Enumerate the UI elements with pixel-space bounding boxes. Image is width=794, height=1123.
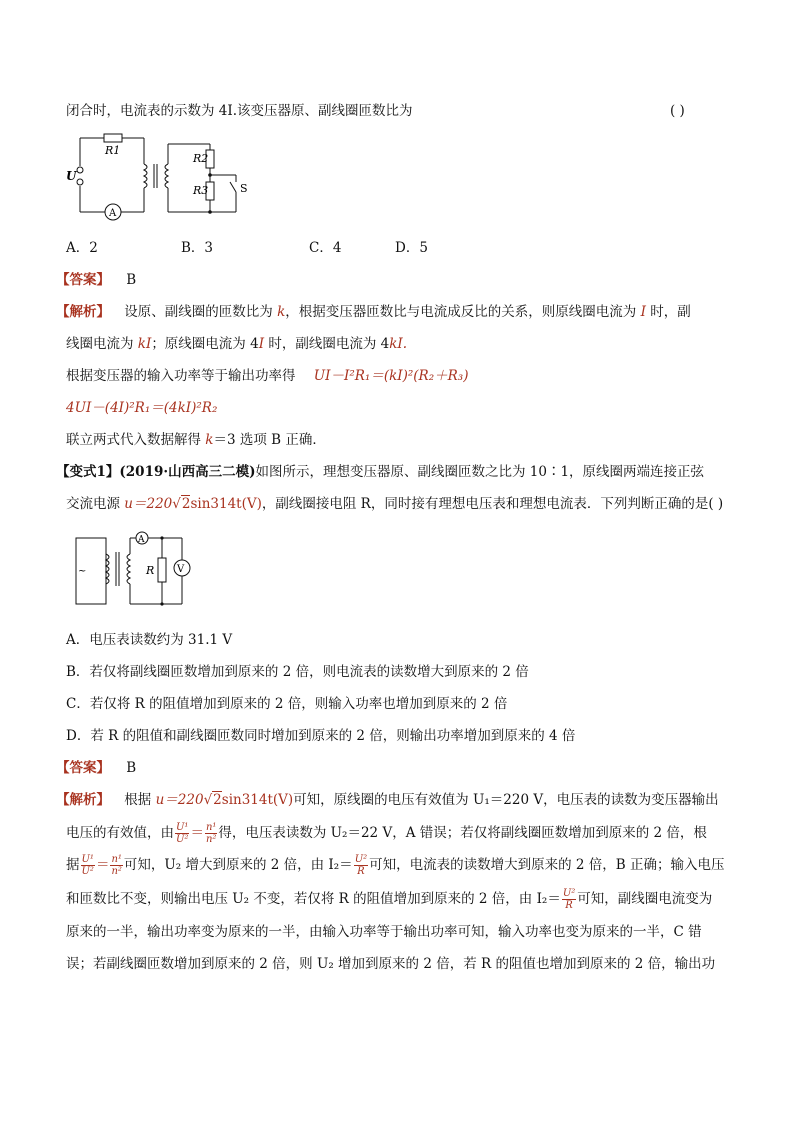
q2-option-a: A．电压表读数约为 31.1 V [66,632,233,648]
text: 根据 [124,792,156,808]
q2-analysis-line-1: 【解析】 根据 u＝220√2sin314t(V)可知，原线圈的电压有效值为 U₁＝220 V，电压表的读数为变压器输出 [56,792,719,808]
fraction [205,822,217,845]
q2-option-c: C．若仅将 R 的阻值增加到原来的 2 倍，则输入功率也增加到原来的 2 倍 [66,696,508,712]
text: n¹ [111,854,122,865]
text: k [277,304,286,320]
q1-analysis-line-3 [66,366,726,386]
q1-answer [56,270,716,290]
text: kI [137,336,152,352]
text: ，根据变压器匝数比与电流成反比的关系，则原线圈电流为 [285,304,641,320]
text: u＝220 [124,496,173,512]
q2-source: (2019·山西高三二模) [119,464,256,480]
text: 时，副线圈电流为 4 [264,336,390,352]
text: 如图所示，理想变压器原、副线圈匝数之比为 10∶1，原线圈两端连接正弦 [255,464,705,480]
q2-label-r: R [146,564,155,577]
text: kI. [389,336,408,352]
q1-circuit-diagram [64,130,254,230]
text: I [258,336,265,352]
q2-voltmeter-icon: V [177,564,185,575]
text: 时，副 [645,304,691,320]
text: sin314t(V) [190,496,262,512]
text: 可知，原线圈的电压有效值为 U₁＝220 V，电压表的读数为变压器输出 [293,792,719,808]
q1-equation-2: 4UI－(4I)²R₁＝(4kI)²R₂ [66,400,218,416]
text: n¹ [205,822,217,833]
fraction [110,854,122,877]
q2-analysis-line-4 [66,886,726,912]
q1-analysis-line-2 [66,334,726,354]
q2-answer-tag: 【答案】 [56,760,110,776]
q1-analysis-line-1 [56,302,716,322]
text: k [205,432,214,448]
text: ，副线圈接电阻 R，同时接有理想电压表和理想电流表．下列判断正确的是( ) [261,496,724,512]
q1-stem-text: 闭合时，电流表的示数为 4I.该变压器原、副线圈匝数比为 [66,103,413,119]
q2-stem-line-2: 交流电源 u＝220√2sin314t(V)，副线圈接电阻 R，同时接有理想电压表和理想电流表．下列判断正确的是( ) [66,496,724,512]
text: 可知，U₂ 增大到原来的 2 倍，由 I₂＝ [123,857,353,873]
text: ；原线圈电流为 4 [151,336,259,352]
text: ＝ [95,857,110,873]
q2-analysis-tag: 【解析】 [56,792,110,808]
q2-analysis-line-5: 原来的一半，输出功率变为原来的一半，由输入功率等于输出功率可知，输入功率也变为原来的一半，C 错 [66,924,702,940]
q2-answer-value: B [126,760,137,776]
text: ＝3 选项 B 正确． [213,432,326,448]
q2-analysis-line-2 [66,820,726,846]
q1-label-u: U [66,169,77,183]
q1-option-c: C．4 [309,240,342,256]
text: I [640,304,646,320]
text: U² [81,866,94,877]
q1-answer-tag: 【答案】 [56,272,110,288]
q2-option-b: B．若仅将副线圈匝数增加到原来的 2 倍，则电流表的读数增大到原来的 2 倍 [66,664,529,680]
text: U² [354,854,368,865]
q1-label-s: S [240,182,248,195]
q1-label-r3: R3 [193,184,209,197]
q2-analysis-line-6: 误；若副线圈匝数增加到原来的 2 倍，则 U₂ 增加到原来的 2 倍，若 R 的阻值也增加到原来的 2 倍，输出功 [66,956,716,972]
text: 可知，电流表的读数增大到原来的 2 倍，B 正确；输入电压 [369,857,725,873]
q2-tag: 【变式1】 [56,464,120,480]
text: U¹ [176,822,189,833]
text: R [357,866,365,877]
q2-answer [56,758,716,778]
q2-analysis-line-3 [66,852,726,878]
q1-label-r1: R1 [105,144,121,157]
text: sin314t(V) [221,792,294,808]
q2-ac-source-icon: ~ [78,566,87,577]
fraction [562,888,576,911]
q1-option-d: D．5 [395,240,428,256]
text: 设原、副线圈的匝数比为 [124,304,278,320]
q1-analysis-tag: 【解析】 [56,304,110,320]
text: 2 [213,792,222,808]
text: U¹ [81,854,94,865]
fraction [354,854,368,877]
text: R [565,900,573,911]
text: 电压的有效值，由 [66,825,174,841]
fraction [81,854,95,877]
text: 根据变压器的输入功率等于输出功率得 [66,368,296,384]
text: U² [176,834,189,845]
text: n² [205,834,217,845]
q2-circuit-diagram [74,530,194,610]
text: 联立两式代入数据解得 [66,432,206,448]
text: 交流电源 [66,496,125,512]
q2-option-d: D．若 R 的阻值和副线圈匝数同时增加到原来的 2 倍，则输出功率增加到原来的 4 倍 [66,728,576,744]
q1-options [66,238,726,258]
q1-option-a: A．2 [66,240,98,256]
text: 得，电压表读数为 U₂＝22 V，A 错误；若仅将副线圈匝数增加到原来的 2 倍，根 [218,825,707,841]
text: ＝ [190,825,204,841]
q1-equation-1: UI－I²R₁＝(kI)²(R₂＋R₃) [313,368,469,384]
q2-ammeter-icon: A [138,535,145,545]
text: 和匝数比不变，则输出电压 U₂ 不变，若仅将 R 的阻值增加到原来的 2 倍，由 I₂＝ [66,891,561,907]
text: n² [111,866,122,877]
q1-label-r2: R2 [193,152,209,165]
q1-analysis-line-5 [66,430,726,450]
q1-analysis-line-4 [66,398,726,418]
text: U² [562,888,576,899]
q1-option-b: B．3 [181,240,214,256]
q2-stem-line-1 [56,462,716,482]
q1-answer-blank: ( ) [670,103,685,119]
fraction [175,822,189,845]
q1-answer-value: B [126,272,137,288]
text: u＝220 [155,792,204,808]
text: 可知，副线圈电流变为 [577,891,713,907]
text: 据 [66,857,80,873]
q1-stem-tail [66,101,726,121]
q1-ammeter-icon: A [109,208,117,219]
text: 线圈电流为 [66,336,138,352]
text: 2 [181,496,191,512]
